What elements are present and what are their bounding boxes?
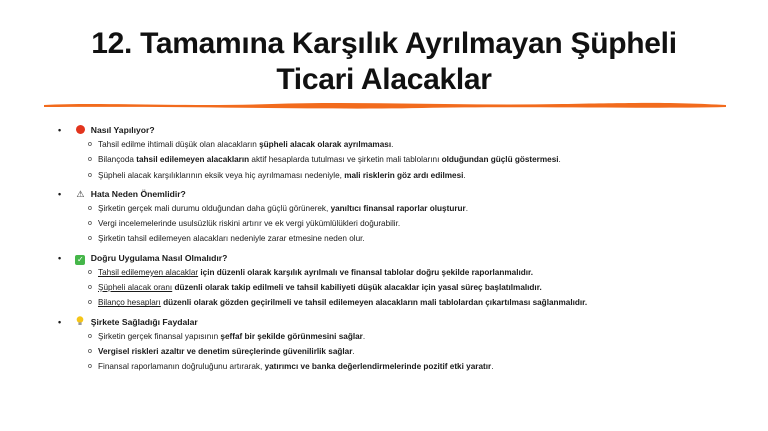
section-heading-text: Şirkete Sağladığı Faydalar [90, 316, 198, 327]
section-sirkete-faydalar [58, 316, 758, 375]
sub-bullet-icon: o [88, 268, 92, 276]
section-heading [58, 252, 758, 265]
list-item: o Bilançoda tahsil edilemeyen alacakların aktif hesaplarda tutulması ve şirketin mali tablolarını olduğundan güçlü göstermesi. [58, 152, 758, 167]
slide-body [58, 124, 758, 375]
slide-title-line-1: 12. Tamamına Karşılık Ayrılmayan Şüpheli [91, 27, 677, 60]
list-item: o Tahsil edilme ihtimali düşük olan alacakların şüpheli alacak olarak ayrılmaması. [58, 137, 758, 152]
sub-bullet-icon: o [88, 347, 92, 355]
section-dogru-uygulama [58, 252, 758, 311]
list-item: o Şirketin gerçek finansal yapısının şeffaf bir şekilde görünmesini sağlar. [58, 329, 758, 344]
section-heading-text: Doğru Uygulama Nasıl Olmalıdır? [90, 252, 228, 263]
bullet: • [58, 125, 62, 135]
brush-stroke [44, 103, 726, 109]
list-item: o Finansal raporlamanın doğruluğunu artırarak, yatırımcı ve banka değerlendirmelerinde pozitif etki yaratır. [58, 359, 758, 374]
section-heading-text: Hata Neden Önemlidir? [90, 188, 186, 199]
slide-title [0, 26, 768, 98]
sub-bullet-icon: o [88, 141, 92, 148]
section-heading [58, 316, 758, 329]
list-item: o Vergisel riskleri azaltır ve denetim süreçlerinde güvenilirlik sağlar. [58, 344, 758, 359]
list-item: o Şüpheli alacak karşılıklarının eksik veya hiç ayrılmaması nedeniyle, mali risklerin göz ardı edilmesi. [58, 168, 758, 183]
section-nasil-yapiliyor [58, 124, 758, 183]
sub-bullet-icon: o [88, 235, 92, 243]
bullet: • [58, 188, 62, 199]
slide-title-line-2: Ticari Alacaklar [276, 63, 492, 96]
sub-bullet-icon: o [88, 156, 92, 164]
red-circle-icon [74, 124, 86, 137]
sub-bullet-icon: o [88, 171, 92, 179]
list-item: o Bilanço hesapları düzenli olarak gözden geçirilmeli ve tahsil edilemeyen alacakların mali tablolardan çıkartılması sağlanmalıdır. [58, 295, 758, 310]
sub-bullet-icon: o [88, 332, 92, 340]
list-item: o Vergi incelemelerinde usulsüzlük riskini artırır ve ek vergi yükümlülükleri doğurabilir. [58, 216, 758, 231]
warning-icon: ⚠ [76, 188, 85, 199]
bullet: • [58, 252, 62, 263]
list-item: o Şirketin gerçek mali durumu olduğundan daha güçlü görünerek, yanıltıcı finansal raporlar oluşturur. [58, 201, 758, 216]
bullet: • [58, 316, 62, 327]
list-item: o Şirketin tahsil edilemeyen alacakları nedeniyle zarar etmesine neden olur. [58, 231, 758, 246]
sub-bullet-icon: o [88, 284, 92, 292]
title-underline-brush [42, 100, 728, 110]
section-hata-neden-onemlidir [58, 188, 758, 247]
light-bulb-icon [74, 316, 86, 329]
sub-bullet-icon: o [88, 363, 92, 371]
sub-bullet-icon: o [88, 220, 92, 228]
list-item: o Tahsil edilemeyen alacaklar için düzenli olarak karşılık ayrılmalı ve finansal tablolar doğru şekilde raporlanmalıdır. [58, 265, 758, 280]
check-mark-icon: ✓ [77, 254, 84, 264]
sub-bullet-icon: o [88, 204, 92, 212]
sub-bullet-icon: o [88, 299, 92, 307]
section-heading [58, 124, 758, 137]
section-heading-text: Nasıl Yapılıyor? [90, 125, 155, 135]
section-heading [58, 188, 758, 201]
list-item: o Şüpheli alacak oranı düzenli olarak takip edilmeli ve tahsil kabiliyeti düşük alacaklar için yasal süreç başlatılmalıdır. [58, 280, 758, 295]
